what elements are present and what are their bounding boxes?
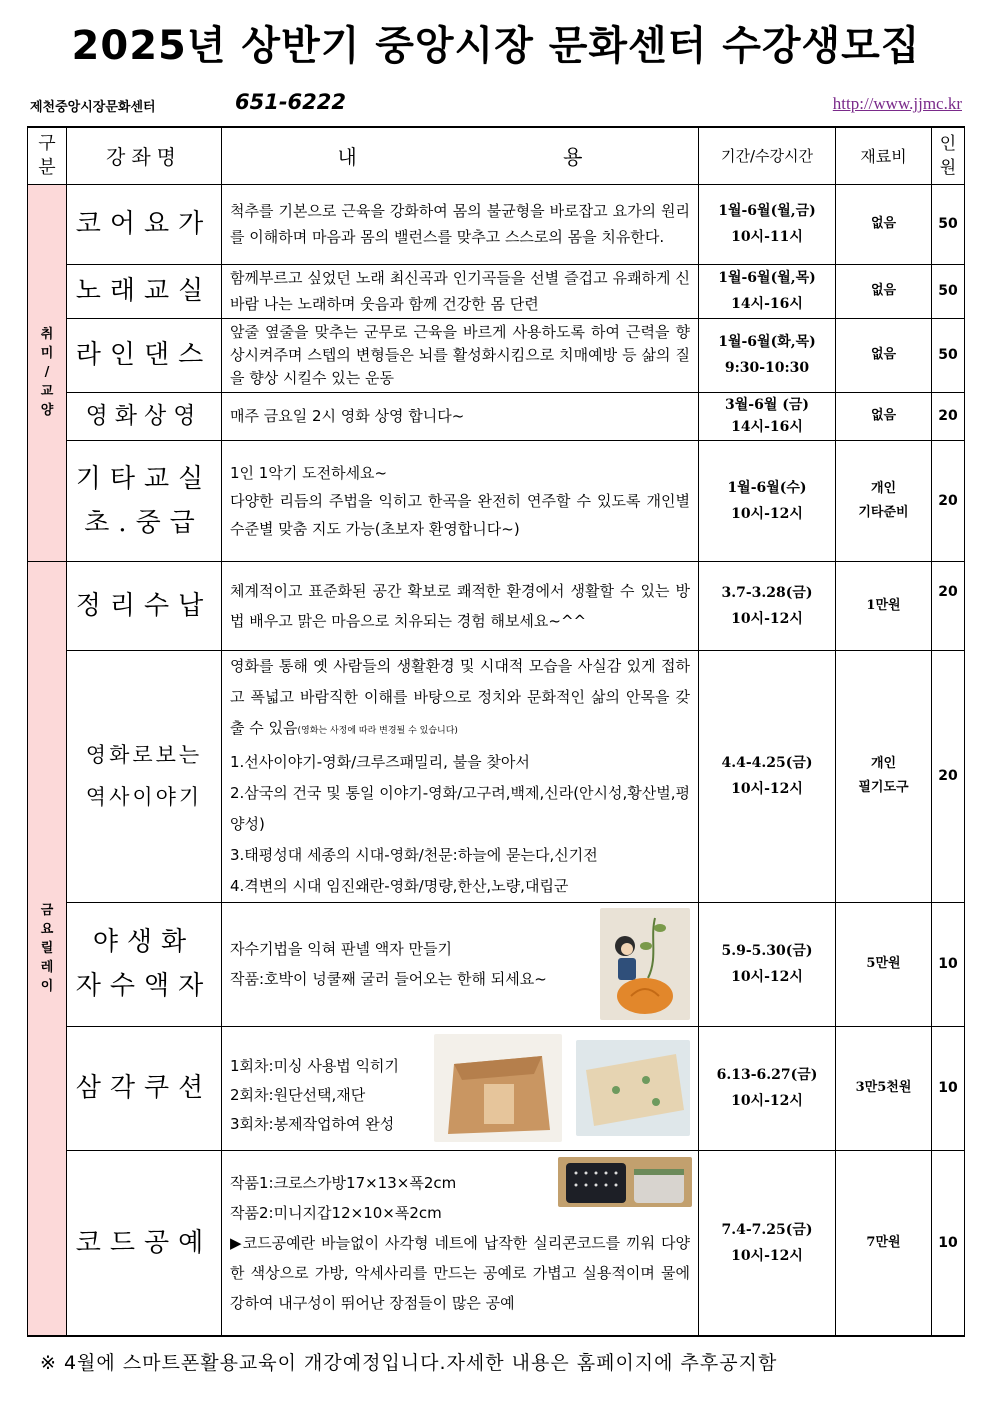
course-period: 1월-6월(수) 10시-12시 [699,440,836,561]
course-name: 기타교실 초.중급 [67,440,222,561]
table-row [28,392,965,440]
course-capacity: 50 [932,318,965,392]
course-capacity: 10 [932,1026,965,1150]
course-name: 노래교실 [67,264,222,318]
page-title: 2025년 상반기 중앙시장 문화센터 수강생모집 [71,23,921,69]
course-capacity: 50 [932,184,965,264]
course-capacity: 20 [932,561,965,650]
course-fee: 3만5천원 [836,1026,932,1150]
content-note: (영화는 사정에 따라 변경될 수 있습니다) [297,725,458,736]
course-capacity: 10 [932,1150,965,1336]
course-period: 4.4-4.25(금) 10시-12시 [699,650,836,902]
course-name: 영화상영 [67,392,222,440]
course-fee: 없음 [836,318,932,392]
course-name: 코드공예 [67,1150,222,1336]
course-period: 3월-6월 (금) 14시-16시 [699,392,836,440]
subheader [30,90,962,116]
course-name: 코어요가 [67,184,222,264]
header-content: 내 용 [222,127,699,184]
header-course-name: 강좌명 [67,127,222,184]
course-content: 1회차:미싱 사용법 익히기 2회차:원단선택,재단 3회차:봉제작업하여 완성 [222,1026,699,1150]
header-capacity: 인 원 [932,127,965,184]
course-period: 1월-6월(월,목) 14시-16시 [699,264,836,318]
course-period: 1월-6월(월,금) 10시-11시 [699,184,836,264]
course-period: 5.9-5.30(금) 10시-12시 [699,902,836,1026]
table-row [28,264,965,318]
course-capacity: 20 [932,440,965,561]
course-name: 삼각쿠션 [67,1026,222,1150]
course-period: 3.7-3.28(금) 10시-12시 [699,561,836,650]
course-fee: 7만원 [836,1150,932,1336]
course-content: 체계적이고 표준화된 공간 확보로 쾌적한 환경에서 생활할 수 있는 방법 배우고 맑은 마음으로 치유되는 경험 해보세요~^^ [222,561,699,650]
course-capacity: 20 [932,392,965,440]
course-content: 영화를 통해 옛 사람들의 생활환경 및 시대적 모습을 사실감 있게 접하고 폭넓고 바람직한 이해를 바탕으로 정치와 문화적인 삶의 안목을 갖출 수 있음(영화는 사정에 따라 변경될 수 있습니다) 1.선사이야기-영화/크루즈패밀리, 불을 찾아서 2.삼국의 건국 및 통일 이야기-영화/고구려,백제,신라(안시성,황산벌,평양성) 3.태평성대 세종의 시대-영화/천문:하늘에 묻는다,신기전 4.격변의 시대 임진왜란-영화/명량,한산,노량,대립군 [222,650,699,902]
org-name: 제천중앙시장문화센터 [30,100,156,115]
cushion-photo-2 [576,1040,690,1136]
phone-number: 651-6222 [235,90,346,114]
course-period: 1월-6월(화,목) 9:30-10:30 [699,318,836,392]
course-name: 정리수납 [67,561,222,650]
course-content: 함께부르고 싶었던 노래 최신곡과 인기곡들을 선별 즐겁고 유쾌하게 신바람 나는 노래하며 웃음과 함께 건강한 몸 단련 [222,264,699,318]
table-row [28,650,965,902]
category-friday: 금 요 릴 레 이 [28,561,67,1336]
course-fee: 없음 [836,264,932,318]
course-content: 매주 금요일 2시 영화 상영 합니다~ [222,392,699,440]
table-row [28,184,965,264]
header-fee: 재료비 [836,127,932,184]
course-name: 영화로보는 역사이야기 [67,650,222,902]
table-row [28,561,965,650]
course-capacity: 10 [932,902,965,1026]
course-period: 6.13-6.27(금) 10시-12시 [699,1026,836,1150]
header-period: 기간/수강시간 [699,127,836,184]
cushion-photo-1 [434,1034,562,1142]
course-fee: 개인 기타준비 [836,440,932,561]
header-gubun: 구 분 [28,127,67,184]
course-content: 자수기법을 익혀 판넬 액자 만들기 작품:호박이 넝쿨째 굴러 들어오는 한해 되세요~ [222,902,699,1026]
course-content: 앞줄 옆줄을 맞추는 군무로 근육을 바르게 사용하도록 하여 근력을 향상시켜주며 스텝의 변형들은 뇌를 활성화시킴으로 치매예방 등 삶의 질을 향상 시킬수 있는 운동 [222,318,699,392]
category-hobby: 취 미 / 교 양 [28,184,67,561]
table-header-row [28,127,965,184]
footer-notice: ※ 4월에 스마트폰활용교육이 개강예정입니다.자세한 내용은 홈페이지에 추후공지함 [40,1352,778,1374]
course-period: 7.4-7.25(금) 10시-12시 [699,1150,836,1336]
course-fee: 개인 필기도구 [836,650,932,902]
homepage-link[interactable]: http://www.jjmc.kr [832,94,962,113]
course-content: 1인 1악기 도전하세요~ 다양한 리듬의 주법을 익히고 한곡을 완전히 연주할 수 있도록 개인별 수준별 맞춤 지도 가능(초보자 환영합니다~) [222,440,699,561]
embroidery-frame-photo [600,908,690,1020]
course-fee: 없음 [836,184,932,264]
table-row [28,1026,965,1150]
table-row [28,902,965,1026]
course-fee: 5만원 [836,902,932,1026]
course-capacity: 20 [932,650,965,902]
cord-craft-photo [558,1157,692,1207]
course-name: 야생화 자수액자 [67,902,222,1026]
table-row [28,318,965,392]
course-fee: 없음 [836,392,932,440]
table-row [28,440,965,561]
course-table [27,126,965,1337]
table-row [28,1150,965,1336]
course-name: 라인댄스 [67,318,222,392]
course-content: 작품1:크로스가방17×13×폭2cm 작품2:미니지갑12×10×폭2cm ▶코드공예란 바늘없이 사각형 네트에 납작한 실리콘코드를 끼워 다양한 색상으로 가방, 악세사리를 만드는 공예로 가볍고 실용적이며 물에 강하여 내구성이 뛰어난 장점들이 많은 공예 [222,1150,699,1336]
course-fee: 1만원 [836,561,932,650]
course-capacity: 50 [932,264,965,318]
course-content: 척추를 기본으로 근육을 강화하여 몸의 불균형을 바로잡고 요가의 원리를 이해하며 마음과 몸의 밸런스를 맞추고 스스로의 몸을 치유한다. [222,184,699,264]
